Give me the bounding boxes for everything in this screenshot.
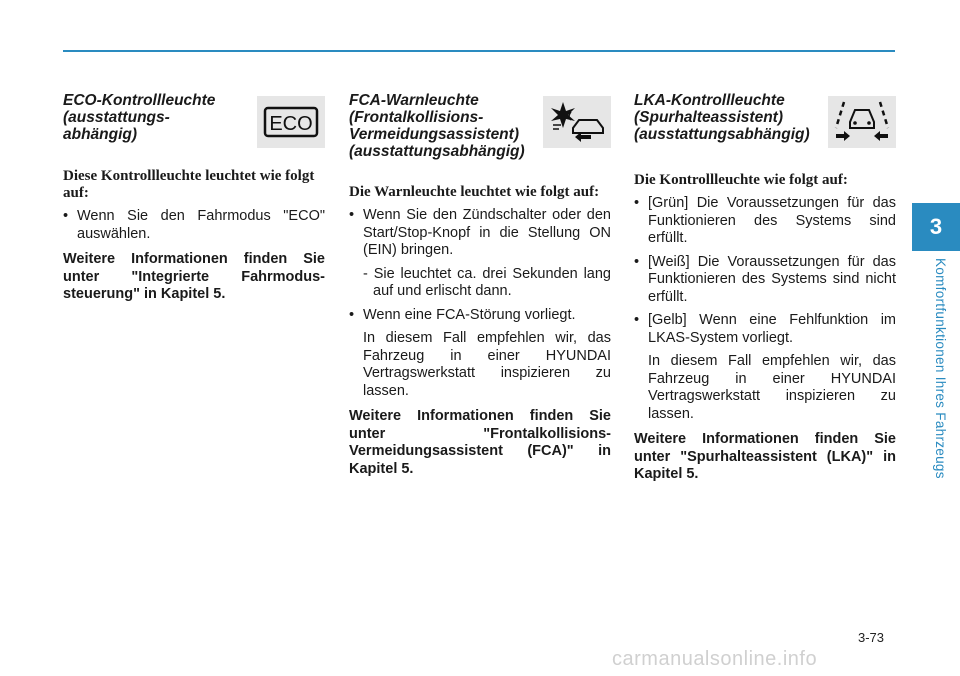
fca-bullets bbox=[349, 207, 611, 260]
lka-subhead: Die Kontrollleuchte wie folgt auf: bbox=[634, 172, 848, 188]
lka-bullet-2: • [Weiß] Die Voraussetzungen für das Funktionieren des Systems sind nicht erfüllt. bbox=[634, 254, 896, 307]
fca-note: In diesem Fall empfehlen wir, das Fahrzeug in einer HYUNDAI Vertragswerkstatt inspizieren zu lassen. bbox=[363, 330, 611, 399]
lka-reference: Weitere Informationen finden Sie unter "Spurhalteassistent (LKA)" in Kapitel 5. bbox=[634, 431, 896, 482]
lka-indicator-icon bbox=[828, 96, 896, 148]
fca-warning-icon bbox=[543, 96, 611, 148]
chapter-tab: 3 bbox=[912, 203, 960, 251]
lka-header bbox=[634, 92, 896, 148]
eco-icon-label: ECO bbox=[269, 113, 313, 135]
fca-bullets-2 bbox=[349, 307, 611, 325]
eco-title: ECO-Kontrollleuchte (ausstattungs-abhängig) bbox=[63, 92, 216, 143]
fca-subhead: Die Warnleuchte leuchtet wie folgt auf: bbox=[349, 184, 600, 200]
fca-section bbox=[349, 92, 611, 478]
top-rule bbox=[63, 50, 895, 52]
fca-reference: Weitere Informationen finden Sie unter "Frontalkollisions-Vermeidungsassistent (FCA)" in Kapitel 5. bbox=[349, 408, 611, 477]
fca-bullet-2: • Wenn eine FCA-Störung vorliegt. bbox=[349, 307, 611, 325]
lka-title: LKA-Kontrollleuchte (Spurhalteassistent) (ausstattungsabhängig) bbox=[634, 92, 810, 143]
eco-reference: Weitere Informationen finden Sie unter "Integrierte Fahrmodus-steuerung" in Kapitel 5. bbox=[63, 251, 325, 302]
eco-indicator-icon bbox=[257, 96, 325, 148]
eco-bullet-1: • Wenn Sie den Fahrmodus "ECO" auswählen. bbox=[63, 208, 325, 243]
fca-sub-item: - Sie leuchtet ca. drei Sekunden lang auf und erlischt dann. bbox=[363, 265, 611, 299]
eco-header bbox=[63, 92, 325, 148]
fca-title: FCA-Warnleuchte (Frontalkollisions-Vermeidungsassistent) (ausstattungsabhängig) bbox=[349, 92, 525, 160]
chapter-side-title: Komfortfunktionen Ihres Fahrzeugs bbox=[933, 258, 948, 479]
fca-bullet-1: • Wenn Sie den Zündschalter oder den Start/Stop-Knopf in die Stellung ON (EIN) bringen. bbox=[349, 207, 611, 260]
watermark: carmanualsonline.info bbox=[612, 648, 818, 670]
page-number: 3-73 bbox=[858, 630, 885, 645]
eco-subhead: Diese Kontrollleuchte leuchtet wie folgt auf: bbox=[63, 168, 315, 201]
eco-bullets bbox=[63, 208, 325, 243]
lka-bullet-3: • [Gelb] Wenn eine Fehlfunktion im LKAS-System vorliegt. bbox=[634, 312, 896, 347]
lka-section bbox=[634, 92, 896, 484]
lka-bullet-1: • [Grün] Die Voraussetzungen für das Funktionieren des Systems sind erfüllt. bbox=[634, 195, 896, 248]
lka-bullets bbox=[634, 195, 896, 347]
lka-note: In diesem Fall empfehlen wir, das Fahrzeug in einer HYUNDAI Vertragswerkstatt inspizieren zu lassen. bbox=[648, 353, 896, 422]
eco-section bbox=[63, 92, 325, 304]
fca-header bbox=[349, 92, 611, 160]
